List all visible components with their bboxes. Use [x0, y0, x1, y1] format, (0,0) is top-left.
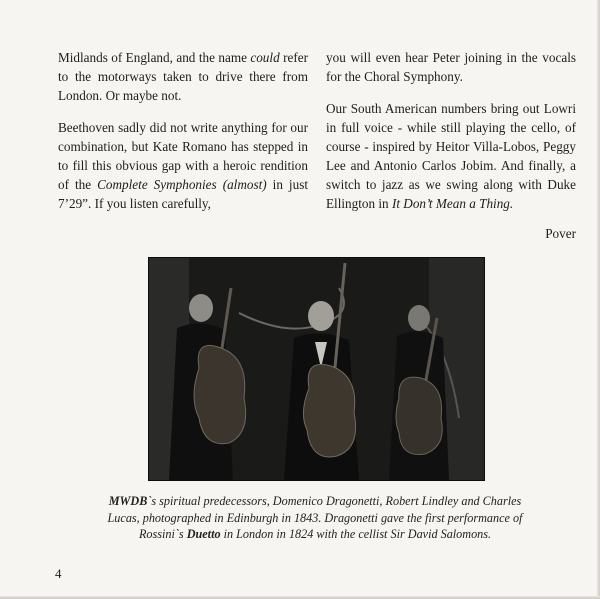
- emphasis-could: could: [250, 50, 280, 65]
- right-paragraph-2: Our South American numbers bring out Lowri in full voice - while still playing the cello, of course - inspired by Heitor Villa-Lobos, Peggy Lee and Antonio Carlos Jobim. And finally, a switch to jazz as we swing along with Duke Ellington in It Don’t Mean a Thing.: [326, 101, 576, 211]
- left-column: [58, 48, 308, 226]
- photo-illustration: [149, 258, 484, 480]
- page-number: 4: [55, 566, 62, 581]
- signature: Pover: [545, 226, 576, 241]
- right-paragraph-1: you will even hear Peter joining in the vocals for the Choral Symphony.: [326, 50, 576, 84]
- title-it-dont-mean-a-thing: It Don’t Mean a Thing.: [391, 196, 514, 211]
- photo-caption: MWDB`s spiritual predecessors, Domenico Dragonetti, Robert Lindley and Charles Lucas, photographed in Edinburgh in 1843. Dragonetti gave the first performance of Rossini`s Duetto in London in 1824 with the cellist Sir David Salomons.: [107, 494, 523, 541]
- left-paragraph-2: Beethoven sadly did not write anything for our combination, but Kate Romano has stepped in to fill this obvious gap with a heroic rendition of the Complete Symphonies (almost) in just 7’29”. If you listen carefully,: [58, 120, 308, 211]
- title-complete-symphonies: Complete Symphonies: [97, 177, 217, 192]
- left-paragraph-1: Midlands of England, and the name could refer to the motorways taken to drive there from London. Or maybe not.: [58, 50, 308, 103]
- right-column: [326, 48, 576, 243]
- emphasis-almost: (almost): [222, 177, 267, 192]
- caption-duetto: Duetto: [186, 527, 221, 541]
- historic-photo-three-double-bassists: [148, 257, 485, 481]
- caption-mwdb: MWDB: [108, 494, 148, 508]
